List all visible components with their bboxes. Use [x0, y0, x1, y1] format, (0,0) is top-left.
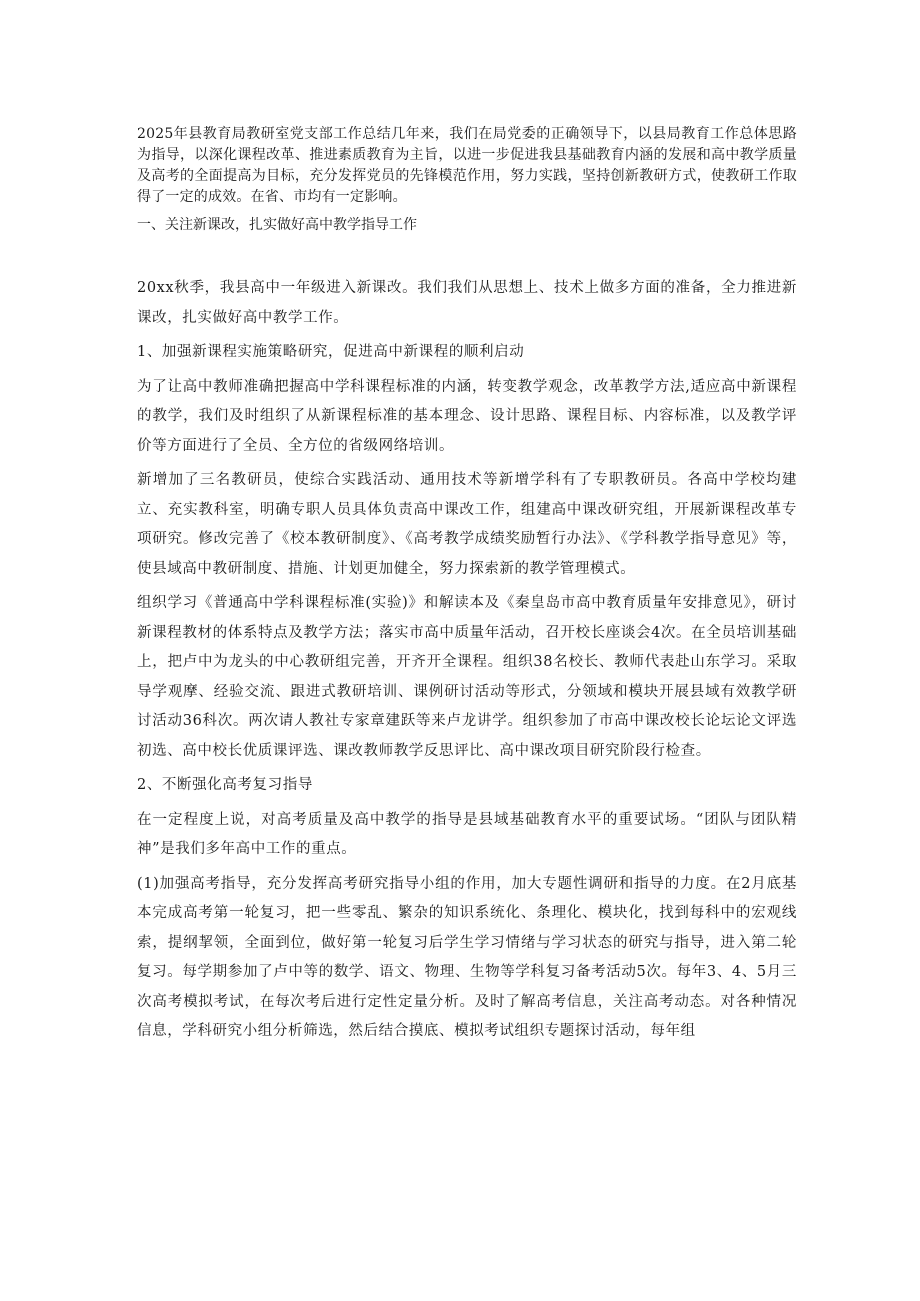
section-1-heading: 一、关注新课改，扎实做好高中教学指导工作 — [137, 217, 417, 233]
paragraph-autumn-reform: 20xx秋季，我县高中一年级进入新课改。我们我们从思想上、技术上做多方面的准备，全力推进新课改，扎实做好高中教学工作。 — [137, 280, 797, 326]
intro-paragraph: 2025年县教育局教研室党支部工作总结几年来，我们在局党委的正确领导下，以县局教育工作总体思路为指导，以深化课程改革、推进素质教育为主旨，以进一步促进我县基础教育内涵的发展和高中教学质量及高考的全面提高为目标，充分发挥党员的先锋模范作用，努力实践，坚持创新教研方式，使教研工作取得了一定的成效。在省、市均有一定影响。 — [137, 126, 797, 205]
paragraph-teacher-training: 为了让高中教师准确把握高中学科课程标准的内涵，转变教学观念，改革教学方法,适应高中新课程的教学，我们及时组织了从新课程标准的基本理念、设计思路、课程目标、内容标准，以及教学评价等方面进行了全员、全方位的省级网络培训。 — [137, 378, 797, 454]
paragraph-gaokao-quality: 在一定程度上说，对高考质量及高中教学的指导是县域基础教育水平的重要试场。“团队与团队精神”是我们多年高中工作的重点。 — [137, 811, 797, 857]
document-body — [137, 274, 797, 1047]
subsection-1-heading: 1、加强新课程实施策略研究，促进高中新课程的顺利启动 — [137, 344, 525, 360]
paragraph-staff-system: 新增加了三名教研员，使综合实践活动、通用技术等新增学科有了专职教研员。各高中学校均建立、充实教科室，明确专职人员具体负责高中课改工作，组建高中课改研究组，开展新课程改革专项研究。修改完善了《校本教研制度》、《高考教学成绩奖励暂行办法》、《学科教学指导意见》等，使县域高中教研制度、措施、计划更加健全，努力探索新的教学管理模式。 — [137, 472, 797, 577]
subsection-2-heading: 2、不断强化高考复习指导 — [137, 777, 313, 793]
document-page — [137, 124, 797, 1052]
paragraph-study-activities: 组织学习《普通高中学科课程标准(实验)》和解读本及《秦皇岛市高中教育质量年安排意见》，研讨新课程教材的体系特点及教学方法；落实市高中质量年活动，召开校长座谈会4次。在全员培训基础上，把卢中为龙头的中心教研组完善，开齐开全课程。组织38名校长、教师代表赴山东学习。采取导学观摩、经验交流、跟进式教研培训、课例研讨活动等形式，分领域和模块开展县域有效教学研讨活动36科次。两次请人教社专家章建跃等来卢龙讲学。组织参加了市高中课改校长论坛论文评选初选、高中校长优质课评选、课改教师教学反思评比、高中课改项目研究阶段行检查。 — [137, 595, 797, 759]
paragraph-gaokao-guidance: (1)加强高考指导，充分发挥高考研究指导小组的作用，加大专题性调研和指导的力度。在2月底基本完成高考第一轮复习，把一些零乱、繁杂的知识系统化、条理化、模块化，找到每科中的宏观线索，提纲挈领，全面到位，做好第一轮复习后学生学习情绪与学习状态的研究与指导，进入第二轮复习。每学期参加了卢中等的数学、语文、物理、生物等学科复习备考活动5次。每年3、4、5月三次高考模拟考试，在每次考后进行定性定量分析。及时了解高考信息，关注高考动态。对各种情况信息，学科研究小组分析筛选，然后结合摸底、模拟考试组织专题探讨活动，每年组 — [137, 875, 797, 1039]
